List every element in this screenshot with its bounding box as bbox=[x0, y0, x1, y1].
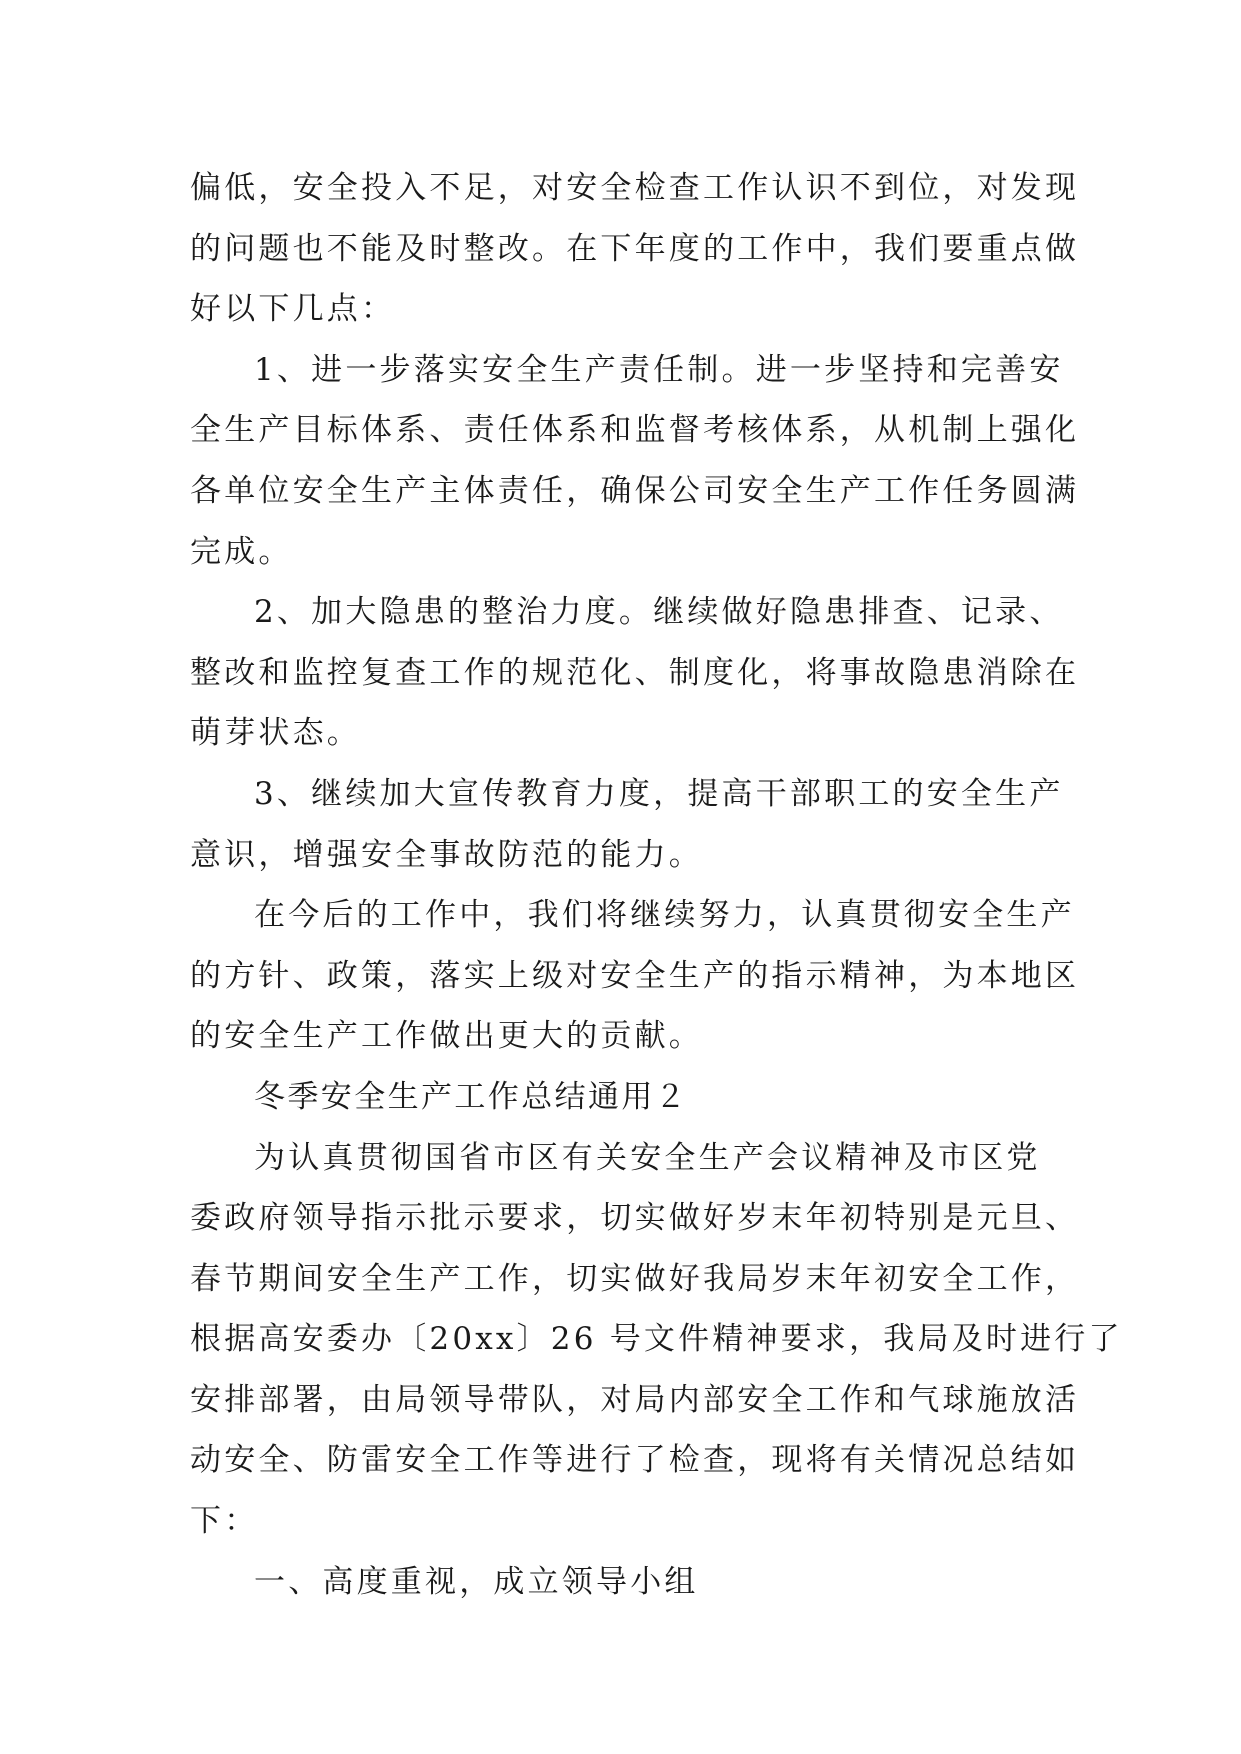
text-line: 根据高安委办〔20xx〕26 号文件精神要求，我局及时进行了 bbox=[190, 1321, 1123, 1358]
text-line: 整改和监控复查工作的规范化、制度化，将事故隐患消除在 bbox=[190, 654, 1080, 691]
text-line: 的问题也不能及时整改。在下年度的工作中，我们要重点做 bbox=[190, 230, 1080, 267]
text-line: 动安全、防雷安全工作等进行了检查，现将有关情况总结如 bbox=[190, 1442, 1080, 1479]
text-line: 各单位安全生产主体责任，确保公司安全生产工作任务圆满 bbox=[190, 472, 1080, 509]
section-title: 冬季安全生产工作总结通用２ bbox=[254, 1078, 689, 1115]
text-line: 2、加大隐患的整治力度。继续做好隐患排查、记录、 bbox=[254, 594, 1064, 631]
document-body bbox=[190, 158, 1123, 1612]
text-line: 全生产目标体系、责任体系和监督考核体系，从机制上强化 bbox=[190, 412, 1080, 449]
text-line: 春节期间安全生产工作，切实做好我局岁末年初安全工作， bbox=[190, 1260, 1080, 1297]
text-line: 为认真贯彻国省市区有关安全生产会议精神及市区党 bbox=[254, 1139, 1041, 1176]
text-line: 意识，增强安全事故防范的能力。 bbox=[190, 836, 703, 873]
text-line: 完成。 bbox=[190, 533, 293, 570]
section-heading: 一、高度重视，成立领导小组 bbox=[254, 1563, 699, 1600]
text-line: 1、进一步落实安全生产责任制。进一步坚持和完善安 bbox=[254, 351, 1064, 388]
text-line: 好以下几点： bbox=[190, 291, 396, 328]
text-line: 偏低，安全投入不足，对安全检查工作认识不到位，对发现 bbox=[190, 170, 1080, 206]
text-line: 的安全生产工作做出更大的贡献。 bbox=[190, 1018, 703, 1055]
text-line: 的方针、政策，落实上级对安全生产的指示精神，为本地区 bbox=[190, 957, 1080, 994]
text-line: 委政府领导指示批示要求，切实做好岁末年初特别是元旦、 bbox=[190, 1200, 1080, 1237]
text-line: 3、继续加大宣传教育力度，提高干部职工的安全生产 bbox=[254, 775, 1064, 812]
text-line: 在今后的工作中，我们将继续努力，认真贯彻安全生产 bbox=[254, 897, 1075, 934]
text-line: 安排部署，由局领导带队，对局内部安全工作和气球施放活 bbox=[190, 1381, 1080, 1418]
text-line: 下： bbox=[190, 1503, 259, 1540]
text-line: 萌芽状态。 bbox=[190, 715, 361, 752]
